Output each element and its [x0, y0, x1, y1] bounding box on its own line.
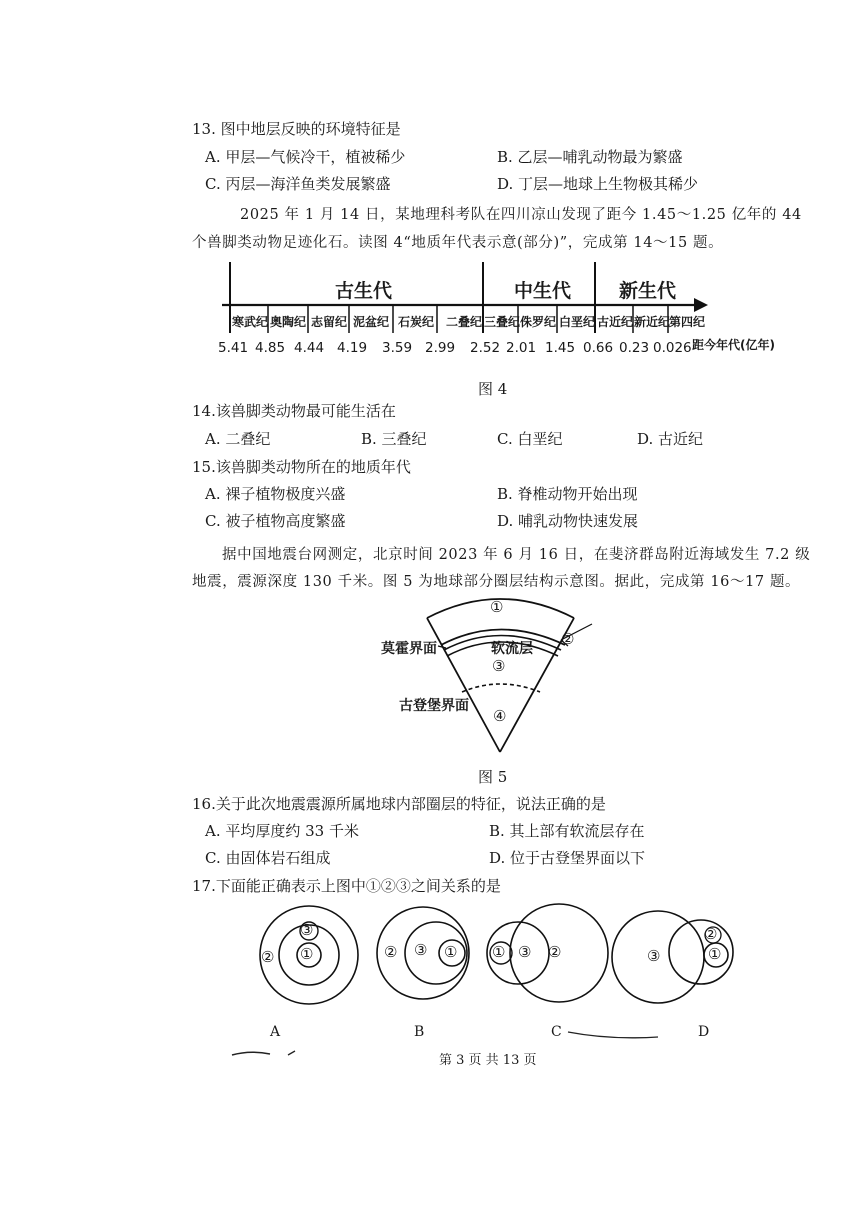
q15-option-d[interactable]: D. 哺乳动物快速发展: [497, 512, 639, 530]
q13-option-d[interactable]: D. 丁层—地球上生物极其稀少: [497, 175, 699, 193]
q17-stem: 17.下面能正确表示上图中①②③之间关系的是: [192, 877, 501, 895]
q13-option-a[interactable]: A. 甲层—气候冷干，植被稀少: [205, 148, 406, 166]
a-marker-1: ①: [300, 945, 314, 963]
marker-4: ④: [493, 707, 507, 725]
marker-3: ③: [492, 657, 506, 675]
period-label: 第四纪: [669, 315, 706, 329]
era-paleozoic: 古生代: [335, 280, 393, 302]
q13-option-c[interactable]: C. 丙层—海洋鱼类发展繁盛: [205, 175, 391, 193]
asthenosphere-label: 软流层: [491, 641, 533, 657]
figure-4-caption: 图 4: [478, 380, 508, 398]
q15-option-a[interactable]: A. 裸子植物极度兴盛: [205, 485, 346, 503]
q15-stem: 15.该兽脚类动物所在的地质年代: [192, 458, 411, 476]
period-label: 古近纪: [597, 315, 634, 329]
gutenberg-label: 古登堡界面: [399, 698, 469, 714]
choice-d-label[interactable]: D: [698, 1024, 710, 1040]
age-tick: 4.19: [337, 340, 368, 356]
q14-option-c[interactable]: C. 白垩纪: [497, 430, 563, 448]
period-label: 石炭纪: [398, 315, 435, 329]
b-marker-1: ①: [444, 943, 458, 961]
intro16-line1: 据中国地震台网测定，北京时间 2023 年 6 月 16 日，在斐济群岛附近海域发生 7.2 级: [222, 547, 811, 563]
age-tick: 0.23: [619, 340, 650, 356]
axis-unit-label: 距今年代(亿年): [692, 338, 775, 352]
period-label: 三叠纪: [484, 315, 521, 329]
period-label: 奥陶纪: [270, 315, 307, 329]
marker-1: ①: [490, 598, 504, 616]
choice-c-label[interactable]: C: [551, 1024, 562, 1040]
d-marker-2: ②: [704, 925, 718, 943]
q13-option-b[interactable]: B. 乙层—哺乳动物最为繁盛: [497, 148, 683, 166]
b-marker-3: ③: [414, 941, 428, 959]
a-marker-2: ②: [261, 948, 275, 966]
period-label: 二叠纪: [446, 315, 483, 329]
q16-stem: 16.关于此次地震震源所属地球内部圈层的特征，说法正确的是: [192, 795, 606, 813]
era-mesozoic: 中生代: [514, 280, 572, 302]
era-cenozoic: 新生代: [619, 280, 677, 302]
period-label: 志留纪: [311, 315, 348, 329]
a-marker-3: ③: [300, 921, 314, 939]
q16-option-d[interactable]: D. 位于古登堡界面以下: [489, 849, 646, 867]
q13-stem: 13. 图中地层反映的环境特征是: [192, 120, 401, 138]
age-tick: 3.59: [382, 340, 413, 356]
q14-option-b[interactable]: B. 三叠纪: [361, 430, 427, 448]
age-tick: 2.52: [470, 340, 501, 356]
d-marker-1: ①: [708, 945, 722, 963]
age-tick: 4.44: [294, 340, 325, 356]
c-marker-2: ②: [548, 943, 562, 961]
marker-2: ②: [561, 630, 575, 648]
period-label: 泥盆纪: [353, 315, 390, 329]
intro14-line1: 2025 年 1 月 14 日，某地理科考队在四川凉山发现了距今 1.45～1.25 亿年的 44: [240, 207, 802, 223]
choice-a-label[interactable]: A: [270, 1024, 281, 1040]
q16-option-a[interactable]: A. 平均厚度约 33 千米: [205, 822, 359, 840]
period-label: 寒武纪: [232, 315, 269, 329]
age-tick: 1.45: [545, 340, 576, 356]
d-marker-3: ③: [647, 947, 661, 965]
q14-option-d[interactable]: D. 古近纪: [637, 430, 704, 448]
q15-option-c[interactable]: C. 被子植物高度繁盛: [205, 512, 346, 530]
intro14-line2: 个兽脚类动物足迹化石。读图 4“地质年代表示意(部分)”，完成第 14～15 题。: [192, 235, 724, 251]
c-marker-1: ①: [492, 943, 506, 961]
age-tick: 2.99: [425, 340, 456, 356]
period-label: 白垩纪: [559, 315, 596, 329]
period-label: 新近纪: [634, 315, 671, 329]
q14-stem: 14.该兽脚类动物最可能生活在: [192, 402, 396, 420]
age-tick: 4.85: [255, 340, 286, 356]
age-tick: 0.66: [583, 340, 614, 356]
page-number: 第 3 页 共 13 页: [439, 1053, 537, 1068]
q16-option-b[interactable]: B. 其上部有软流层存在: [489, 822, 645, 840]
q14-option-a[interactable]: A. 二叠纪: [205, 430, 271, 448]
b-marker-2: ②: [384, 943, 398, 961]
period-label: 侏罗纪: [520, 315, 557, 329]
q16-option-c[interactable]: C. 由固体岩石组成: [205, 849, 331, 867]
figure-5-caption: 图 5: [478, 768, 508, 786]
choice-b-label[interactable]: B: [414, 1024, 425, 1040]
age-tick: 5.41: [218, 340, 249, 356]
c-marker-3: ③: [518, 943, 532, 961]
q15-option-b[interactable]: B. 脊椎动物开始出现: [497, 485, 638, 503]
age-tick: 0.026: [653, 340, 692, 356]
age-tick: 2.01: [506, 340, 537, 356]
moho-label: 莫霍界面: [381, 641, 437, 657]
intro16-line2: 地震，震源深度 130 千米。图 5 为地球部分圈层结构示意图。据此，完成第 16～17 题。: [192, 574, 801, 590]
